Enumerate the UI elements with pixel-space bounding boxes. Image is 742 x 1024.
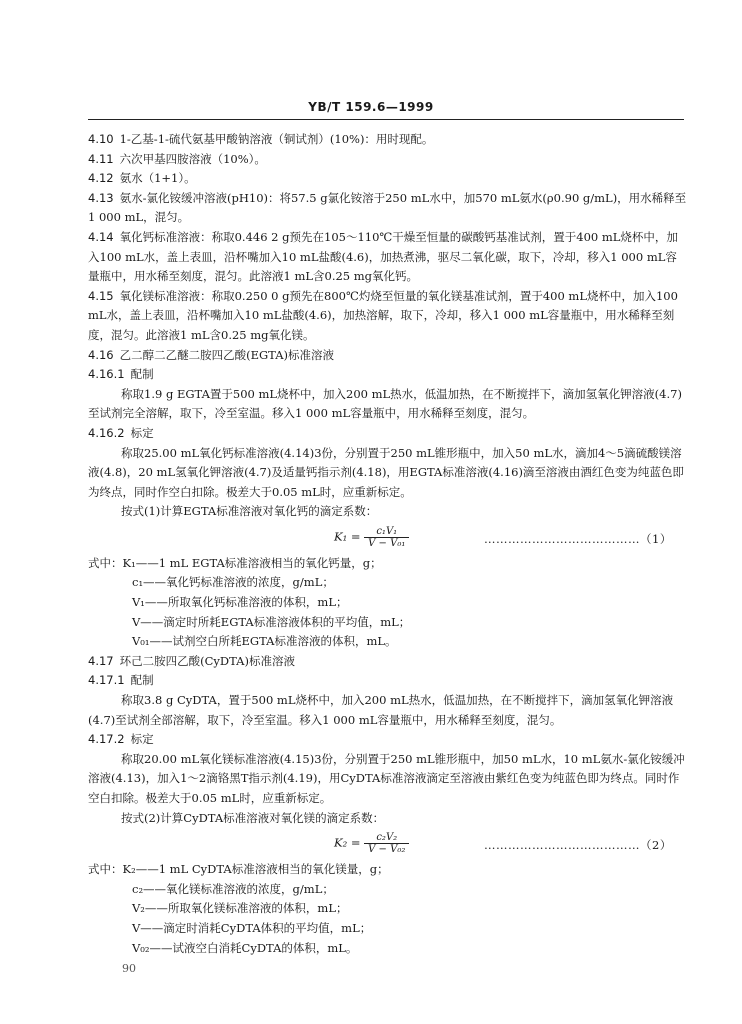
formula-numerator: c₂V₂: [364, 832, 409, 844]
clause-number: 4.17.2: [88, 732, 125, 747]
clause-number: 4.12: [88, 171, 114, 186]
clause-text: 氨水（1+1）。: [119, 171, 196, 186]
formula-denominator: V − V₀₂: [368, 844, 406, 856]
formula-1: [88, 522, 688, 554]
clause-title: 标定: [130, 425, 154, 440]
clause-number: 4.10: [88, 132, 114, 146]
clause-4-11: [88, 150, 688, 170]
formula-number: …………………………………（2）: [484, 838, 672, 853]
clause-number: 4.17: [88, 653, 114, 668]
clause-4-16-1-body: 称取1.9 g EGTA置于500 mL烧杯中，加入200 mL热水，低温加热，在不断搅拌下，滴加氢氧化钾溶液(4.7)至试剂完全溶解，取下，冷至室温。移入1 000 mL容量瓶中，用水稀释至刻度，混匀。: [88, 386, 682, 421]
clause-number: 4.15: [88, 288, 114, 303]
clause-number: 4.13: [88, 190, 114, 205]
formula-numerator: c₁V₁: [364, 526, 409, 538]
clause-text: 环己二胺四乙酸(CyDTA)标准溶液: [119, 653, 295, 668]
clause-text: 氨水-氯化铵缓冲溶液(pH10)：将57.5 g氯化铵溶于250 mL水中，加570 mL氨水(ρ0.90 g/mL)，用水稀释至1 000 mL，混匀。: [88, 190, 687, 225]
clause-text: 氧化镁标准溶液：称取0.250 0 g预先在800℃灼烧至恒量的氧化镁基准试剂，置于400 mL烧杯中，加入100 mL水，盖上表皿，沿杯嘴加入10 mL盐酸(4.6)，加热溶解，取下，冷却，移入1 000 mL容量瓶中，用水稀释至刻度，混匀。此溶液1 mL含0.25 mg氧化镁。: [88, 288, 678, 342]
clause-number: 4.16: [88, 347, 114, 362]
formula-1-intro: 按式(1)计算EGTA标准溶液对氧化钙的滴定系数：: [121, 504, 378, 519]
header-rule: [88, 119, 684, 120]
clause-number: 4.14: [88, 229, 114, 244]
clause-text: 六次甲基四胺溶液（10%）。: [119, 151, 266, 166]
where-2-line: V₀₂——试液空白消耗CyDTA的体积，mL。: [132, 940, 358, 955]
page-number: 90: [122, 962, 136, 975]
clause-number: 4.11: [88, 151, 114, 166]
clause-title: 标定: [130, 732, 154, 747]
clause-4-17-1-body: 称取3.8 g CyDTA，置于500 mL烧杯中，加入200 mL热水，低温加热，在不断搅拌下，滴加氢氧化钾溶液(4.7)至试剂全部溶解，取下，冷至室温。移入1 000 mL容量瓶中，用水稀释至刻度，混匀。: [88, 693, 674, 727]
formula-fraction: [364, 832, 409, 855]
where-1-line: c₁——氧化钙标准溶液的浓度，g/mL；: [132, 575, 334, 590]
formula-denominator: V − V₀₁: [368, 537, 406, 549]
where-1-line: V——滴定时所耗EGTA标准溶液体积的平均值，mL；: [132, 614, 411, 629]
formula-2: [88, 828, 688, 860]
formula-2-expression: [334, 832, 409, 855]
where-1-line: 式中：K₁——1 mL EGTA标准溶液相当的氧化钙量，g；: [88, 555, 382, 570]
clause-number: 4.16.1: [88, 367, 125, 382]
where-2-line: V——滴定时消耗CyDTA体积的平均值，mL；: [132, 920, 372, 935]
document-body: [88, 130, 688, 958]
clause-4-16-2-heading: [88, 424, 688, 444]
page-header: YB/T 159.6—1999: [308, 100, 434, 114]
clause-4-17: [88, 652, 688, 672]
formula-lhs: K₂ =: [334, 835, 365, 850]
where-2-line: c₂——氧化镁标准溶液的浓度，g/mL；: [132, 881, 334, 896]
clause-4-10: [88, 130, 688, 150]
clause-4-14: [88, 228, 688, 287]
clause-text: 乙二醇二乙醚二胺四乙酸(EGTA)标准溶液: [119, 347, 335, 362]
where-1-line: V₁——所取氧化钙标准溶液的体积，mL；: [132, 595, 348, 610]
formula-number: …………………………………（1）: [484, 531, 672, 546]
formula-2-intro: 按式(2)计算CyDTA标准溶液对氧化镁的滴定系数：: [121, 810, 385, 825]
clause-4-17-2-heading: [88, 730, 688, 750]
where-1-line: V₀₁——试剂空白所耗EGTA标准溶液的体积，mL。: [132, 634, 397, 649]
clause-4-13: [88, 189, 688, 228]
formula-fraction: [364, 526, 409, 549]
clause-4-16-2-body: 称取25.00 mL氧化钙标准溶液(4.14)3份，分别置于250 mL锥形瓶中，加入50 mL水，滴加4～5滴硫酸镁溶液(4.8)，20 mL氢氧化钾溶液(4.7)及适量钙指示剂(4.18)，用EGTA标准溶液(4.16)滴至溶液由酒红色变为纯蓝色即为终点，同时作空白扣除。极差大于0.05 mL时，应重新标定。: [88, 445, 684, 499]
clause-title: 配制: [130, 367, 154, 382]
clause-title: 配制: [130, 673, 154, 688]
formula-lhs: K₁ =: [334, 529, 365, 544]
clause-4-17-2-body: 称取20.00 mL氧化镁标准溶液(4.15)3份，分别置于250 mL锥形瓶中，加50 mL水，10 mL氨水-氯化铵缓冲溶液(4.13)，加入1～2滴铬黑T指示剂(4.19)，用CyDTA标准溶液滴定至溶液由紫红色变为纯蓝色即为终点。同时作空白扣除。极差大于0.05 mL时，应重新标定。: [88, 751, 685, 805]
clause-4-15: [88, 287, 688, 346]
clause-number: 4.16.2: [88, 425, 125, 440]
clause-4-17-1-heading: [88, 671, 688, 691]
where-2-line: 式中：K₂——1 mL CyDTA标准溶液相当的氧化镁量，g；: [88, 862, 389, 877]
clause-4-12: [88, 169, 688, 189]
clause-number: 4.17.1: [88, 673, 125, 688]
clause-4-16: [88, 346, 688, 366]
formula-1-expression: [334, 526, 409, 549]
clause-text: 氧化钙标准溶液：称取0.446 2 g预先在105～110℃干燥至恒量的碳酸钙基准试剂，置于400 mL烧杯中，加入100 mL水，盖上表皿，沿杯嘴加入10 mL盐酸(4.6)，加热煮沸，驱尽二氧化碳，取下，冷却，移入1 000 mL容量瓶中，用水稀至刻度，混匀。此溶液1 mL含0.25 mg氧化钙。: [88, 229, 678, 284]
clause-text: 1-乙基-1-硫代氨基甲酸钠溶液（铜试剂）(10%)：用时现配。: [119, 132, 434, 146]
clause-4-16-1-heading: [88, 365, 688, 385]
where-2-line: V₂——所取氧化镁标准溶液的体积，mL；: [132, 901, 348, 916]
